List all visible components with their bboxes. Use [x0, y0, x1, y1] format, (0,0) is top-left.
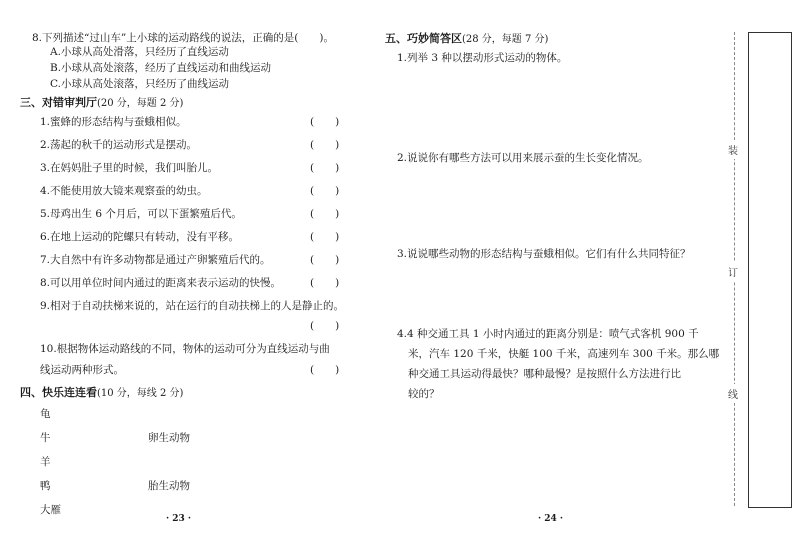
short-answer-4-line-3: 种交通工具运动得最快？哪种最慢？是按照什么方法进行比 [408, 368, 681, 380]
tf-item-6: 6.在地上运动的陀螺只有转动，没有平移。 [40, 231, 240, 243]
tf-answer-1[interactable]: ( ) [310, 116, 340, 128]
binding-mark-ding: 订 [728, 262, 738, 281]
question-8-option-b: B.小球从高处滚落，经历了直线运动和曲线运动 [50, 62, 272, 74]
tf-answer-10[interactable]: ( ) [310, 364, 340, 376]
section-4-heading [20, 384, 183, 400]
match-animal-duck[interactable]: 鸭 [40, 480, 51, 492]
section-5-title: 五、巧妙简答区 [385, 32, 462, 45]
tf-item-5: 5.母鸡出生 6 个月后，可以下蛋繁殖后代。 [40, 208, 242, 220]
page-number-left: · 23 · [166, 514, 192, 524]
match-category-viviparous[interactable]: 胎生动物 [148, 480, 190, 492]
question-8-option-c: C.小球从高处滚落，只经历了曲线运动 [50, 78, 229, 90]
section-4-points: (10 分，每线 2 分) [97, 388, 184, 399]
tf-answer-9[interactable]: ( ) [310, 320, 340, 332]
short-answer-2: 2.说说你有哪些方法可以用来展示蚕的生长变化情况。 [397, 152, 649, 164]
page-number-right: · 24 · [538, 514, 564, 524]
section-3-title: 三、对错审判厅 [20, 96, 97, 109]
section-3-heading [20, 94, 183, 110]
section-5-points: (28 分，每题 7 分) [462, 34, 549, 45]
tf-answer-3[interactable]: ( ) [310, 162, 340, 174]
section-4-title: 四、快乐连连看 [20, 386, 97, 399]
tf-answer-4[interactable]: ( ) [310, 185, 340, 197]
tf-item-9: 9.相对于自动扶梯来说的，站在运行的自动扶梯上的人是静止的。 [40, 300, 345, 312]
short-answer-4-line-1: 4.4 种交通工具 1 小时内通过的距离分别是：喷气式客机 900 千 [397, 328, 699, 340]
match-category-oviparous[interactable]: 卵生动物 [148, 432, 190, 444]
tf-item-10-continued: 线运动两种形式。 [40, 364, 124, 376]
question-8-option-a: A.小球从高处滑落，只经历了直线运动 [50, 46, 229, 58]
tf-answer-2[interactable]: ( ) [310, 139, 340, 151]
tf-item-3: 3.在妈妈肚子里的时候，我们叫胎儿。 [40, 162, 219, 174]
tf-answer-6[interactable]: ( ) [310, 231, 340, 243]
tf-item-7: 7.大自然中有许多动物都是通过产卵繁殖后代的。 [40, 254, 271, 266]
binding-mark-xian: 线 [728, 384, 738, 403]
tf-answer-5[interactable]: ( ) [310, 208, 340, 220]
tf-answer-7[interactable]: ( ) [310, 254, 340, 266]
section-5-heading [385, 30, 548, 46]
short-answer-4-line-4: 较的？ [408, 388, 440, 400]
short-answer-4-line-2: 米，汽车 120 千米，快艇 100 千米，高速列车 300 千米。那么哪 [408, 348, 720, 360]
short-answer-3: 3.说说哪些动物的形态结构与蚕蛾相似。它们有什么共同特征？ [397, 248, 691, 260]
section-3-points: (20 分，每题 2 分) [97, 98, 184, 109]
binding-mark-zhuang: 装 [728, 140, 738, 159]
match-animal-sheep[interactable]: 羊 [40, 456, 51, 468]
binding-margin-box [748, 32, 792, 508]
tf-item-10: 10.根据物体运动路线的不同，物体的运动可分为直线运动与曲 [40, 343, 330, 355]
tf-answer-8[interactable]: ( ) [310, 277, 340, 289]
tf-item-2: 2.荡起的秋千的运动形式是摆动。 [40, 139, 198, 151]
short-answer-1: 1.列举 3 种以摆动形式运动的物体。 [397, 52, 568, 64]
match-animal-turtle[interactable]: 龟 [40, 408, 51, 420]
tf-item-1: 1.蜜蜂的形态结构与蚕蛾相似。 [40, 116, 187, 128]
question-8-stem: 8.下列描述“过山车”上小球的运动路线的说法，正确的是( )。 [32, 32, 334, 44]
match-animal-wild-goose[interactable]: 大雁 [40, 504, 61, 516]
match-animal-cow[interactable]: 牛 [40, 432, 51, 444]
tf-item-4: 4.不能使用放大镜来观察蚕的幼虫。 [40, 185, 208, 197]
tf-item-8: 8.可以用单位时间内通过的距离来表示运动的快慢。 [40, 277, 282, 289]
